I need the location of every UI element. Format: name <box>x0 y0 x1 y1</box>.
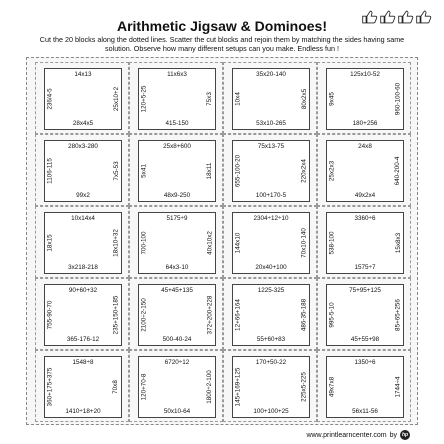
jigsaw-block[interactable] <box>326 212 404 274</box>
block-bottom-expression: 365-176-12 <box>66 336 100 343</box>
block-left-expression: 10x4 <box>234 92 242 106</box>
block-bottom-expression: 53x10-265 <box>256 120 286 127</box>
instructions-text: Cut the 20 blocks along the dotted lines. Scatter the cut blocks and rejoin them by matching the sides having same solution. Observe how many different setups can you make. Endless fun ! <box>39 35 405 53</box>
block-left-expression: 995-5-10 <box>328 302 336 328</box>
puzzle-cell <box>317 134 411 206</box>
block-right-expression: 235+150+185 <box>112 295 120 335</box>
block-right-expression: 15x8x3 <box>394 232 402 254</box>
jigsaw-block[interactable] <box>232 68 310 130</box>
block-bottom-expression: 3x218-218 <box>68 264 98 271</box>
puzzle-cell <box>129 278 223 350</box>
puzzle-cell <box>317 350 411 422</box>
footer <box>306 430 410 440</box>
block-bottom-expression: 28x4x5 <box>72 120 94 127</box>
block-right-expression: 372+200+228 <box>206 295 214 335</box>
block-bottom-expression: 48x9-250 <box>163 192 191 199</box>
block-left-expression: 755-90-70 <box>46 300 54 330</box>
thumbs-up-icon <box>415 10 432 24</box>
thumbs-up-icons <box>361 10 432 24</box>
jigsaw-block[interactable] <box>326 140 404 202</box>
block-top-expression: 24x8 <box>358 143 372 150</box>
block-left-expression: 49x7x8 <box>328 376 336 398</box>
block-right-expression: 640-200-4 <box>394 156 402 186</box>
block-left-expression: 144x10 <box>234 232 242 254</box>
block-top-expression: 11x6x3 <box>167 71 187 78</box>
block-bottom-expression: 180+256 <box>352 120 378 127</box>
puzzle-sheet <box>26 57 418 425</box>
block-bottom-expression: 500-40-24 <box>162 336 192 343</box>
jigsaw-block[interactable] <box>232 356 310 418</box>
puzzle-cell <box>35 206 129 278</box>
block-left-expression: 120+70-8 <box>140 373 148 401</box>
puzzle-cell <box>317 62 411 134</box>
block-top-expression: 75+95+125 <box>349 287 381 294</box>
block-top-expression: 2304÷12÷10 <box>253 215 289 222</box>
block-left-expression: 12+66+164 <box>234 299 242 331</box>
block-left-expression: 25x2x3 <box>328 160 336 182</box>
block-bottom-expression: 56x11-56 <box>352 408 378 415</box>
block-bottom-expression: 50x10-64 <box>163 408 191 415</box>
block-top-expression: 10x14x4 <box>71 215 95 222</box>
jigsaw-block[interactable] <box>232 212 310 274</box>
jigsaw-block[interactable] <box>138 356 216 418</box>
block-bottom-expression: 64x3-10 <box>165 264 189 271</box>
block-right-expression: 18x10+32 <box>112 229 120 257</box>
jigsaw-block[interactable] <box>44 68 122 130</box>
block-right-expression: 486-35-188 <box>300 298 308 332</box>
block-right-expression: 1800÷2-100 <box>206 370 214 404</box>
jigsaw-block[interactable] <box>44 212 122 274</box>
puzzle-cell <box>317 278 411 350</box>
puzzle-cell <box>223 278 317 350</box>
jigsaw-block[interactable] <box>138 284 216 346</box>
puzzle-cell <box>223 206 317 278</box>
block-top-expression: 45+45+135 <box>161 287 193 294</box>
block-left-expression: 5x41 <box>140 164 148 178</box>
block-left-expression: 1106-115 <box>46 158 54 184</box>
block-left-expression: 700-100 <box>140 231 148 255</box>
block-right-expression: 75x3 <box>206 92 214 106</box>
block-right-expression: 1744÷4 <box>394 376 402 398</box>
puzzle-cell <box>223 134 317 206</box>
jigsaw-block[interactable] <box>138 140 216 202</box>
jigsaw-block[interactable] <box>326 68 404 130</box>
block-top-expression: 1548÷8 <box>72 359 94 366</box>
block-top-expression: 90+60+32 <box>68 287 98 294</box>
block-bottom-expression: 100+100+25 <box>253 408 289 415</box>
block-right-expression: 960-100-60 <box>394 82 402 116</box>
block-left-expression: 2100÷2-150 <box>140 298 148 332</box>
block-right-expression: 7x5-53 <box>112 161 120 181</box>
jigsaw-block[interactable] <box>44 356 122 418</box>
puzzle-cell <box>129 206 223 278</box>
block-right-expression: 80x2x5 <box>300 88 308 110</box>
block-top-expression: 5175÷9 <box>166 215 188 222</box>
footer-by: by <box>389 431 397 439</box>
puzzle-cell <box>317 206 411 278</box>
block-top-expression: 35x20-140 <box>256 71 286 78</box>
block-left-expression: 18x15 <box>46 234 54 252</box>
jigsaw-block[interactable] <box>44 284 122 346</box>
puzzle-cell <box>129 350 223 422</box>
block-left-expression: 145+169+125 <box>234 367 242 407</box>
block-bottom-expression: 49x2x4 <box>354 192 376 199</box>
block-right-expression: 40x10x2 <box>206 231 214 255</box>
block-right-expression: 220x2x4 <box>300 159 308 183</box>
block-bottom-expression: 45+55+98 <box>350 336 380 343</box>
block-right-expression: 70x8 <box>112 380 120 394</box>
block-top-expression: 280x3-280 <box>68 143 98 150</box>
block-bottom-expression: 415-150 <box>165 120 189 127</box>
puzzle-cell <box>35 278 129 350</box>
block-left-expression: 120+5-25 <box>140 85 148 113</box>
block-left-expression: 9x45 <box>328 92 336 106</box>
block-bottom-expression: 55+60+83 <box>256 336 286 343</box>
jigsaw-block[interactable] <box>44 140 122 202</box>
jigsaw-block[interactable] <box>326 356 404 418</box>
block-bottom-expression: 100+170-5 <box>255 192 287 199</box>
thumbs-up-icon <box>379 10 396 24</box>
puzzle-cell <box>223 62 317 134</box>
block-bottom-expression: 1575÷7 <box>354 264 376 271</box>
block-right-expression: 25x10+2 <box>112 86 120 112</box>
block-left-expression: 655-100-20 <box>234 154 242 188</box>
hp-logo-icon: hp <box>401 432 409 438</box>
block-top-expression: 14x13 <box>74 71 92 78</box>
site-url[interactable]: www.printlearncenter.com <box>306 431 387 439</box>
block-left-expression: 538-100 <box>328 231 336 255</box>
puzzle-cell <box>35 350 129 422</box>
page-title: Arithmetic Jigsaw & Dominoes! <box>116 18 328 34</box>
block-top-expression: 1350÷6 <box>354 359 376 366</box>
block-left-expression: 360+175+375 <box>46 367 54 407</box>
jigsaw-block[interactable] <box>232 140 310 202</box>
jigsaw-block[interactable] <box>138 212 216 274</box>
puzzle-cell <box>129 62 223 134</box>
block-top-expression: 170+50-22 <box>255 359 287 366</box>
jigsaw-block[interactable] <box>326 284 404 346</box>
block-top-expression: 125x10-52 <box>350 71 380 78</box>
thumbs-up-icon <box>361 10 378 24</box>
puzzle-cell <box>35 134 129 206</box>
puzzle-cell <box>35 62 129 134</box>
block-top-expression: 25x8+600 <box>163 143 191 150</box>
block-top-expression: 1225-325 <box>257 287 285 294</box>
block-top-expression: 3360÷6 <box>354 215 376 222</box>
block-right-expression: 70x10-140 <box>300 228 308 258</box>
thumbs-up-icon <box>397 10 414 24</box>
block-top-expression: 6720÷12 <box>164 359 190 366</box>
puzzle-grid <box>35 62 411 422</box>
puzzle-cell <box>129 134 223 206</box>
block-bottom-expression: 99x2 <box>76 192 90 199</box>
block-bottom-expression: 20x40+100 <box>255 264 287 271</box>
block-right-expression: 18x11 <box>206 162 214 180</box>
block-top-expression: 75x13-75 <box>257 143 285 150</box>
block-right-expression: 225x5-225 <box>300 372 308 402</box>
puzzle-cell <box>223 350 317 422</box>
jigsaw-block[interactable] <box>232 284 310 346</box>
jigsaw-block[interactable] <box>138 68 216 130</box>
block-right-expression: 85+65+256 <box>394 299 402 331</box>
block-bottom-expression: 1410÷18+20 <box>65 408 101 415</box>
block-left-expression: 236/4-5 <box>46 88 54 110</box>
